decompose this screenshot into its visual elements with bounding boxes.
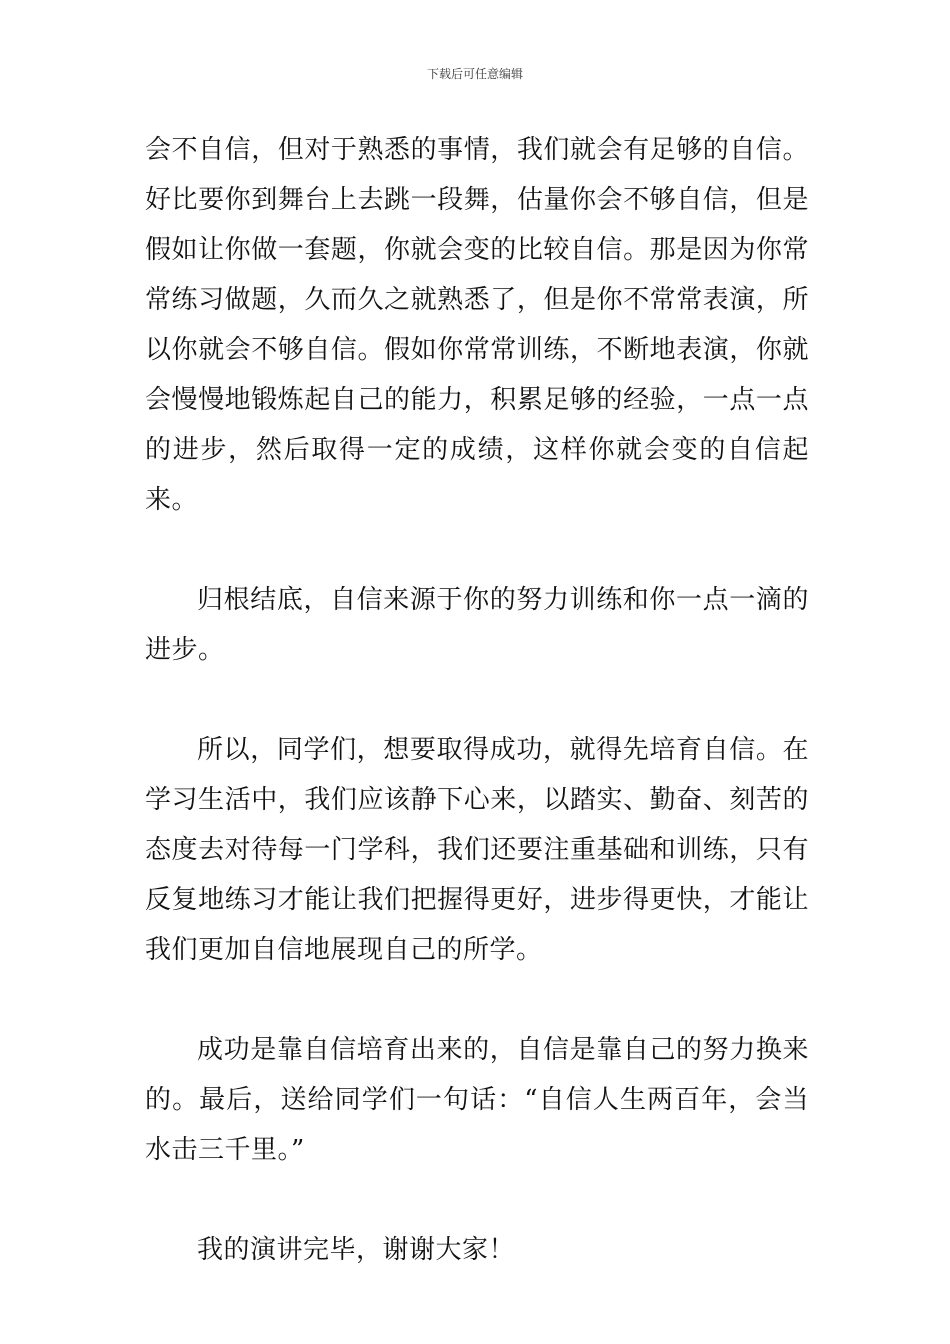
paragraph-conclusion: 归根结底，自信来源于你的努力训练和你一点一滴的进步。 [145, 585, 809, 665]
page-header: 下载后可任意编辑 [426, 67, 523, 81]
document-body [145, 125, 809, 1325]
paragraph-quote: 成功是靠自信培育出来的，自信是靠自己的努力换来的。最后，送给同学们一句话：“自信人生两百年，会当水击三千里。” [145, 1035, 809, 1165]
paragraph-closing: 我的演讲完毕，谢谢大家！ [197, 1235, 516, 1265]
paragraph-continuation: 会不自信，但对于熟悉的事情，我们就会有足够的自信。好比要你到舞台上去跳一段舞，估量你会不够自信，但是假如让你做一套题，你就会变的比较自信。那是因为你常常练习做题，久而久之就熟悉了，但是你不常常表演，所以你就会不够自信。假如你常常训练，不断地表演，你就会慢慢地锻炼起自己的能力，积累足够的经验，一点一点的进步，然后取得一定的成绩，这样你就会变的自信起来。 [145, 135, 809, 515]
paragraph-advice: 所以，同学们，想要取得成功，就得先培育自信。在学习生活中，我们应该静下心来，以踏实、勤奋、刻苦的态度去对待每一门学科，我们还要注重基础和训练，只有反复地练习才能让我们把握得更好，进步得更快，才能让我们更加自信地展现自己的所学。 [145, 735, 809, 965]
